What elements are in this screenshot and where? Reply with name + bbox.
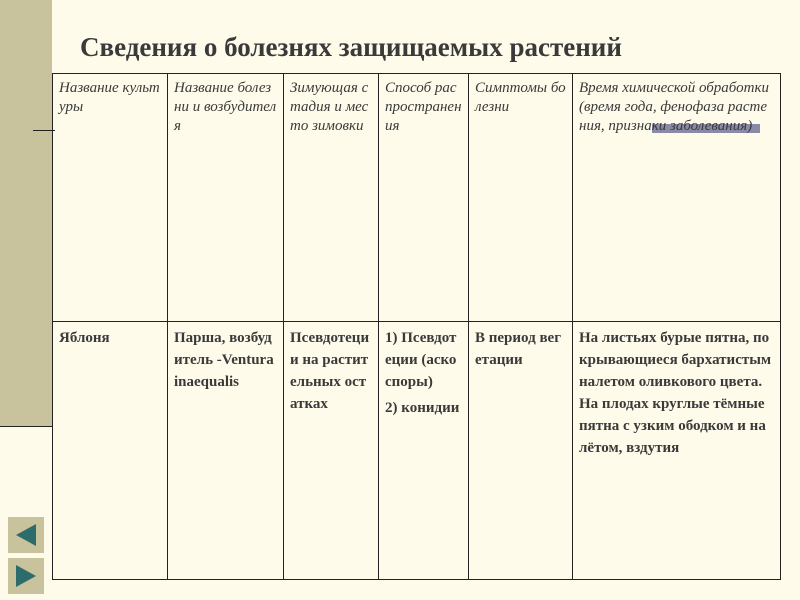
- header-disease: Название болезни и возбудителя: [168, 74, 284, 322]
- triangle-right-icon: [12, 562, 40, 590]
- next-slide-button[interactable]: [8, 558, 44, 594]
- header-symptoms: Симптомы болезни: [469, 74, 573, 322]
- cell-disease: Парша, возбудитель -Ventura inaequalis: [168, 322, 284, 580]
- left-decor-bar: [0, 0, 52, 427]
- header-crop: Название культуры: [53, 74, 168, 322]
- cell-symptoms: В период вегетации: [469, 322, 573, 580]
- header-wintering: Зимующая стадия и место зимовки: [284, 74, 379, 322]
- page-title: Сведения о болезнях защищаемых растений: [80, 32, 622, 62]
- table-row: [53, 322, 781, 580]
- spread-item-2: 2) конидии: [385, 400, 460, 416]
- cell-wintering: Псевдотеции на растительных остатках: [284, 322, 379, 580]
- triangle-left-icon: [12, 521, 40, 549]
- header-spread: Способ распространения: [379, 74, 469, 322]
- cell-crop: Яблоня: [53, 322, 168, 580]
- header-treatment: Время химической обработки (время года, фенофаза растения, признаки заболевания): [573, 74, 781, 322]
- decor-line-middle: [0, 426, 52, 427]
- cell-treatment: На листьях бурые пятна, покрывающиеся бархатистым налетом оливкового цвета. На плодах круглые тёмные пятна с узким ободком и налётом, вздутия: [573, 322, 781, 580]
- diseases-table: [52, 73, 781, 580]
- prev-slide-button[interactable]: [8, 517, 44, 553]
- table-header-row: [53, 74, 781, 322]
- cell-spread: [379, 322, 469, 580]
- spread-item-1: 1) Псевдотеции (аскоспоры): [385, 330, 457, 390]
